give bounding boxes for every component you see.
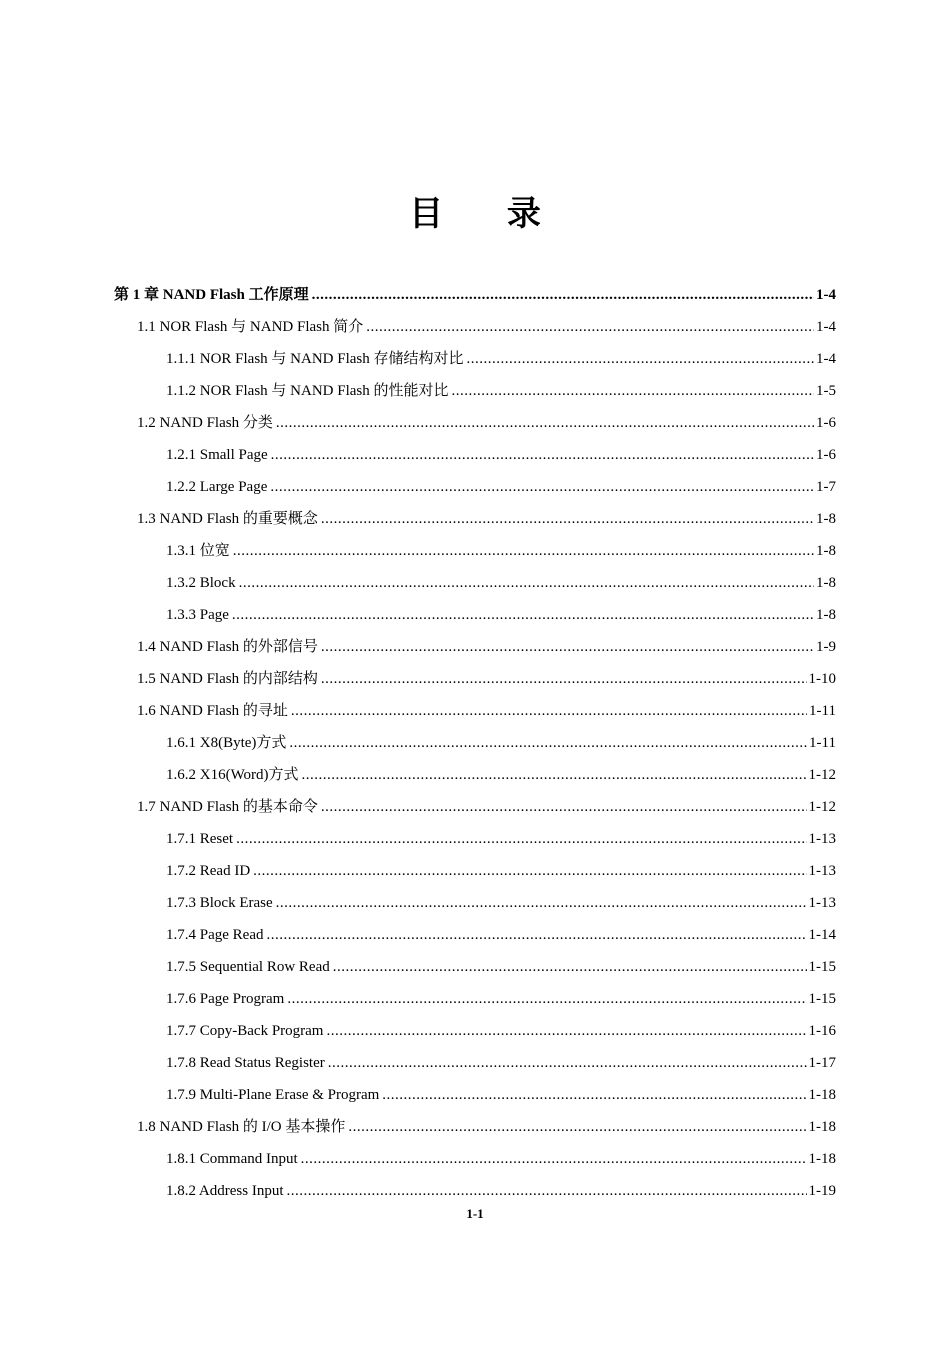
toc-entry-label: 1.1.2 NOR Flash 与 NAND Flash 的性能对比 (166, 383, 449, 399)
dot-leader (467, 350, 814, 368)
toc-entry[interactable] (0, 560, 950, 592)
toc-entry[interactable] (0, 464, 950, 496)
toc-entry-label: 1.8.2 Address Input (166, 1183, 284, 1199)
toc-entry[interactable] (0, 784, 950, 816)
toc-entry-page: 1-9 (816, 639, 836, 655)
toc-entry[interactable] (0, 816, 950, 848)
toc-entry-page: 1-18 (808, 1151, 836, 1167)
toc-entry-label: 1.1 NOR Flash 与 NAND Flash 简介 (137, 319, 364, 335)
toc-entry-page: 1-8 (816, 511, 836, 527)
dot-leader (270, 478, 814, 496)
dot-leader (321, 510, 814, 528)
toc-entry[interactable] (0, 720, 950, 752)
toc-entry[interactable] (0, 400, 950, 432)
dot-leader (239, 574, 814, 592)
toc-entry-label: 1.6.2 X16(Word)方式 (166, 767, 299, 783)
dot-leader (301, 1150, 807, 1168)
toc-entry-label: 1.2.1 Small Page (166, 447, 268, 463)
page-number: 1-1 (466, 1206, 484, 1221)
toc-entry-page: 1-6 (816, 447, 836, 463)
toc-entry-label: 1.5 NAND Flash 的内部结构 (137, 671, 318, 687)
toc-entry-label: 1.2 NAND Flash 分类 (137, 415, 273, 431)
dot-leader (232, 606, 814, 624)
dot-leader (289, 734, 807, 752)
dot-leader (321, 638, 814, 656)
toc-entry-page: 1-16 (808, 1023, 836, 1039)
toc-entry-label: 1.7 NAND Flash 的基本命令 (137, 799, 318, 815)
dot-leader (276, 414, 814, 432)
toc-entry-label: 1.1.1 NOR Flash 与 NAND Flash 存储结构对比 (166, 351, 464, 367)
toc-entry-label: 1.7.3 Block Erase (166, 895, 273, 911)
toc-entry-label: 1.7.6 Page Program (166, 991, 285, 1007)
toc-entry[interactable] (0, 1072, 950, 1104)
toc-entry[interactable] (0, 368, 950, 400)
toc-entry[interactable] (0, 1008, 950, 1040)
toc-entry-label: 1.7.8 Read Status Register (166, 1055, 325, 1071)
toc-entry-page: 1-12 (808, 799, 836, 815)
toc-entry-page: 1-7 (816, 479, 836, 495)
toc-entry[interactable] (0, 528, 950, 560)
toc-entry[interactable] (0, 944, 950, 976)
dot-leader (271, 446, 814, 464)
dot-leader (348, 1118, 806, 1136)
toc-entry[interactable] (0, 912, 950, 944)
toc-entry-page: 1-6 (816, 415, 836, 431)
toc-entry[interactable] (0, 848, 950, 880)
toc-entry[interactable] (0, 1104, 950, 1136)
toc-entry-label: 1.7.5 Sequential Row Read (166, 959, 330, 975)
dot-leader (333, 958, 807, 976)
toc-entry[interactable] (0, 880, 950, 912)
toc-entry[interactable] (0, 496, 950, 528)
toc-entry-page: 1-13 (808, 831, 836, 847)
toc-entry-page: 1-19 (808, 1183, 836, 1199)
toc-entry[interactable] (0, 336, 950, 368)
dot-leader (287, 990, 806, 1008)
toc-entry-label: 1.8.1 Command Input (166, 1151, 298, 1167)
table-of-contents (0, 272, 950, 1200)
dot-leader (321, 670, 807, 688)
toc-entry-label: 1.3.2 Block (166, 575, 236, 591)
toc-entry[interactable] (0, 656, 950, 688)
dot-leader (326, 1022, 806, 1040)
toc-entry-page: 1-15 (808, 991, 836, 1007)
dot-leader (276, 894, 807, 912)
toc-entry-label: 1.7.7 Copy-Back Program (166, 1023, 324, 1039)
toc-entry-page: 1-15 (808, 959, 836, 975)
dot-leader (233, 542, 814, 560)
toc-entry-label: 1.3.3 Page (166, 607, 229, 623)
dot-leader (382, 1086, 806, 1104)
toc-entry-page: 1-11 (809, 703, 836, 719)
toc-entry-page: 1-13 (808, 863, 836, 879)
toc-entry[interactable] (0, 304, 950, 336)
toc-entry-label: 1.2.2 Large Page (166, 479, 268, 495)
dot-leader (452, 382, 814, 400)
toc-entry[interactable] (0, 752, 950, 784)
toc-entry-label: 1.3 NAND Flash 的重要概念 (137, 511, 318, 527)
toc-entry[interactable] (0, 1168, 950, 1200)
toc-entry-label: 1.4 NAND Flash 的外部信号 (137, 639, 318, 655)
toc-entry-label: 1.7.4 Page Read (166, 927, 264, 943)
toc-entry-label: 1.8 NAND Flash 的 I/O 基本操作 (137, 1119, 346, 1135)
dot-leader (287, 1182, 807, 1200)
dot-leader (291, 702, 807, 720)
toc-entry-label: 1.3.1 位宽 (166, 543, 230, 559)
toc-entry-label: 1.7.9 Multi-Plane Erase & Program (166, 1087, 380, 1103)
toc-entry-label: 1.6 NAND Flash 的寻址 (137, 703, 288, 719)
toc-entry-page: 1-13 (808, 895, 836, 911)
dot-leader (236, 830, 806, 848)
toc-entry-page: 1-14 (808, 927, 836, 943)
toc-entry[interactable] (0, 1136, 950, 1168)
dot-leader (321, 798, 807, 816)
toc-entry-page: 1-10 (808, 671, 836, 687)
toc-entry[interactable] (0, 688, 950, 720)
toc-entry-page: 1-8 (816, 607, 836, 623)
dot-leader (328, 1054, 807, 1072)
dot-leader (253, 862, 806, 880)
toc-entry-page: 1-12 (808, 767, 836, 783)
toc-entry[interactable] (0, 272, 950, 304)
toc-entry-page: 1-8 (816, 543, 836, 559)
toc-entry-page: 1-8 (816, 575, 836, 591)
toc-entry-label: 1.6.1 X8(Byte)方式 (166, 735, 287, 751)
toc-entry-page: 1-17 (808, 1055, 836, 1071)
dot-leader (366, 318, 814, 336)
toc-entry-label: 1.7.1 Reset (166, 831, 234, 847)
toc-entry-page: 1-18 (808, 1119, 836, 1135)
toc-entry-page: 1-5 (816, 383, 836, 399)
toc-entry[interactable] (0, 432, 950, 464)
dot-leader (312, 286, 814, 304)
dot-leader (266, 926, 806, 944)
toc-entry[interactable] (0, 976, 950, 1008)
toc-entry[interactable] (0, 592, 950, 624)
toc-entry-page: 1-4 (816, 351, 836, 367)
page-title: 目 录 (409, 194, 567, 234)
toc-entry-label: 第 1 章 NAND Flash 工作原理 (114, 287, 309, 303)
dot-leader (302, 766, 807, 784)
toc-entry[interactable] (0, 624, 950, 656)
toc-entry[interactable] (0, 1040, 950, 1072)
toc-entry-label: 1.7.2 Read ID (166, 863, 251, 879)
toc-entry-page: 1-18 (808, 1087, 836, 1103)
toc-entry-page: 1-4 (816, 319, 836, 335)
toc-entry-page: 1-11 (809, 735, 836, 751)
toc-entry-page: 1-4 (816, 287, 836, 303)
